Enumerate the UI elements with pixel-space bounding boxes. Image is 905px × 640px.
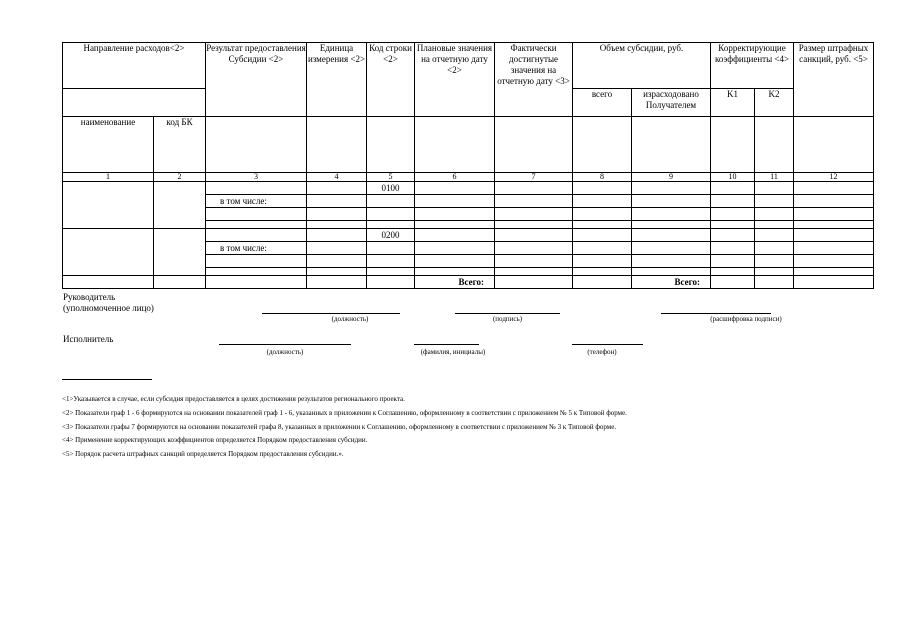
header-coefficients: Корректирующие коэффициенты <4> <box>711 43 794 89</box>
including-label: в том числе: <box>206 195 307 208</box>
header-actual: Фактически достигнутые значения на отчетную дату <3> <box>495 43 573 117</box>
footnote: <5> Порядок расчета штрафных санкций определяется Порядком предоставления субсидии.». <box>62 450 344 458</box>
col-num: 6 <box>415 173 495 182</box>
report-table <box>62 42 874 289</box>
header-line-code: Код строки <2> <box>367 43 415 117</box>
col-num: 9 <box>632 173 711 182</box>
signature-line <box>219 344 351 345</box>
signature-line <box>414 344 479 345</box>
footnote: <2> Показатели граф 1 - 6 формируются на основании показателей граф 1 - 6, указанных в приложении к Соглашению, оформленному в соответствии с приложением № 5 к Типовой форме. <box>62 409 627 417</box>
executor-title: Исполнитель <box>63 334 114 344</box>
col-num: 8 <box>573 173 632 182</box>
signature-line <box>661 313 771 314</box>
table-row <box>63 182 874 195</box>
header-subsidy-spent: израсходовано Получателем <box>632 89 711 117</box>
header-k1: K1 <box>711 89 755 117</box>
header-subsidy-volume: Объем субсидии, руб. <box>573 43 711 89</box>
line-code-cell: 0200 <box>367 229 415 242</box>
col-num: 4 <box>307 173 367 182</box>
head-title: Руководитель <box>63 292 116 302</box>
footnote: <3> Показатели графы 7 формируются на основании показателей графа 8, указанных в приложении к Соглашению, оформленному в соответствии с приложением № 3 к Типовой форме. <box>62 423 617 431</box>
header-sanctions: Размер штрафных санкций, руб. <5> <box>794 43 874 117</box>
signature-line <box>455 313 560 314</box>
header-direction-name: наименование <box>63 117 154 173</box>
column-numbers-row <box>63 173 874 182</box>
caption-position: (должность) <box>331 315 369 323</box>
including-label: в том числе: <box>206 242 307 255</box>
header-direction: Направление расходов<2> <box>63 43 206 89</box>
col-num: 11 <box>755 173 794 182</box>
header-direction-code: код БК <box>154 117 206 173</box>
footnote: <1>Указывается в случае, если субсидия предоставляется в целях достижения результатов регионального проекта. <box>62 395 405 403</box>
signature-line <box>262 313 400 314</box>
caption-name: (фамилия, инициалы) <box>420 348 486 356</box>
header-planned: Плановые значения на отчетную дату <2> <box>415 43 495 117</box>
footnote-separator <box>62 379 152 380</box>
col-num: 5 <box>367 173 415 182</box>
caption-phone: (телефон) <box>587 348 617 356</box>
col-num: 10 <box>711 173 755 182</box>
caption-signature-transcript: (расшифровка подписи) <box>710 315 782 323</box>
header-result: Результат предоставления Субсидии <2> <box>206 43 307 117</box>
line-code-cell: 0100 <box>367 182 415 195</box>
header-unit: Единица измерения <2> <box>307 43 367 117</box>
caption-position: (должность) <box>266 348 304 356</box>
col-num: 1 <box>63 173 154 182</box>
col-num: 12 <box>794 173 874 182</box>
col-num: 2 <box>154 173 206 182</box>
header-subsidy-total: всего <box>573 89 632 117</box>
table-row <box>63 229 874 242</box>
col-num: 3 <box>206 173 307 182</box>
caption-signature: (подпись) <box>492 315 523 323</box>
total-label: Всего: <box>632 276 711 289</box>
total-label: Всего: <box>415 276 495 289</box>
footnote: <4> Применение корректирующих коэффициентов определяется Порядком предоставления субсидии. <box>62 436 368 444</box>
head-subtitle: (уполномоченное лицо) <box>63 303 154 313</box>
col-num: 7 <box>495 173 573 182</box>
total-row <box>63 276 874 289</box>
signature-line <box>572 344 643 345</box>
header-k2: K2 <box>755 89 794 117</box>
